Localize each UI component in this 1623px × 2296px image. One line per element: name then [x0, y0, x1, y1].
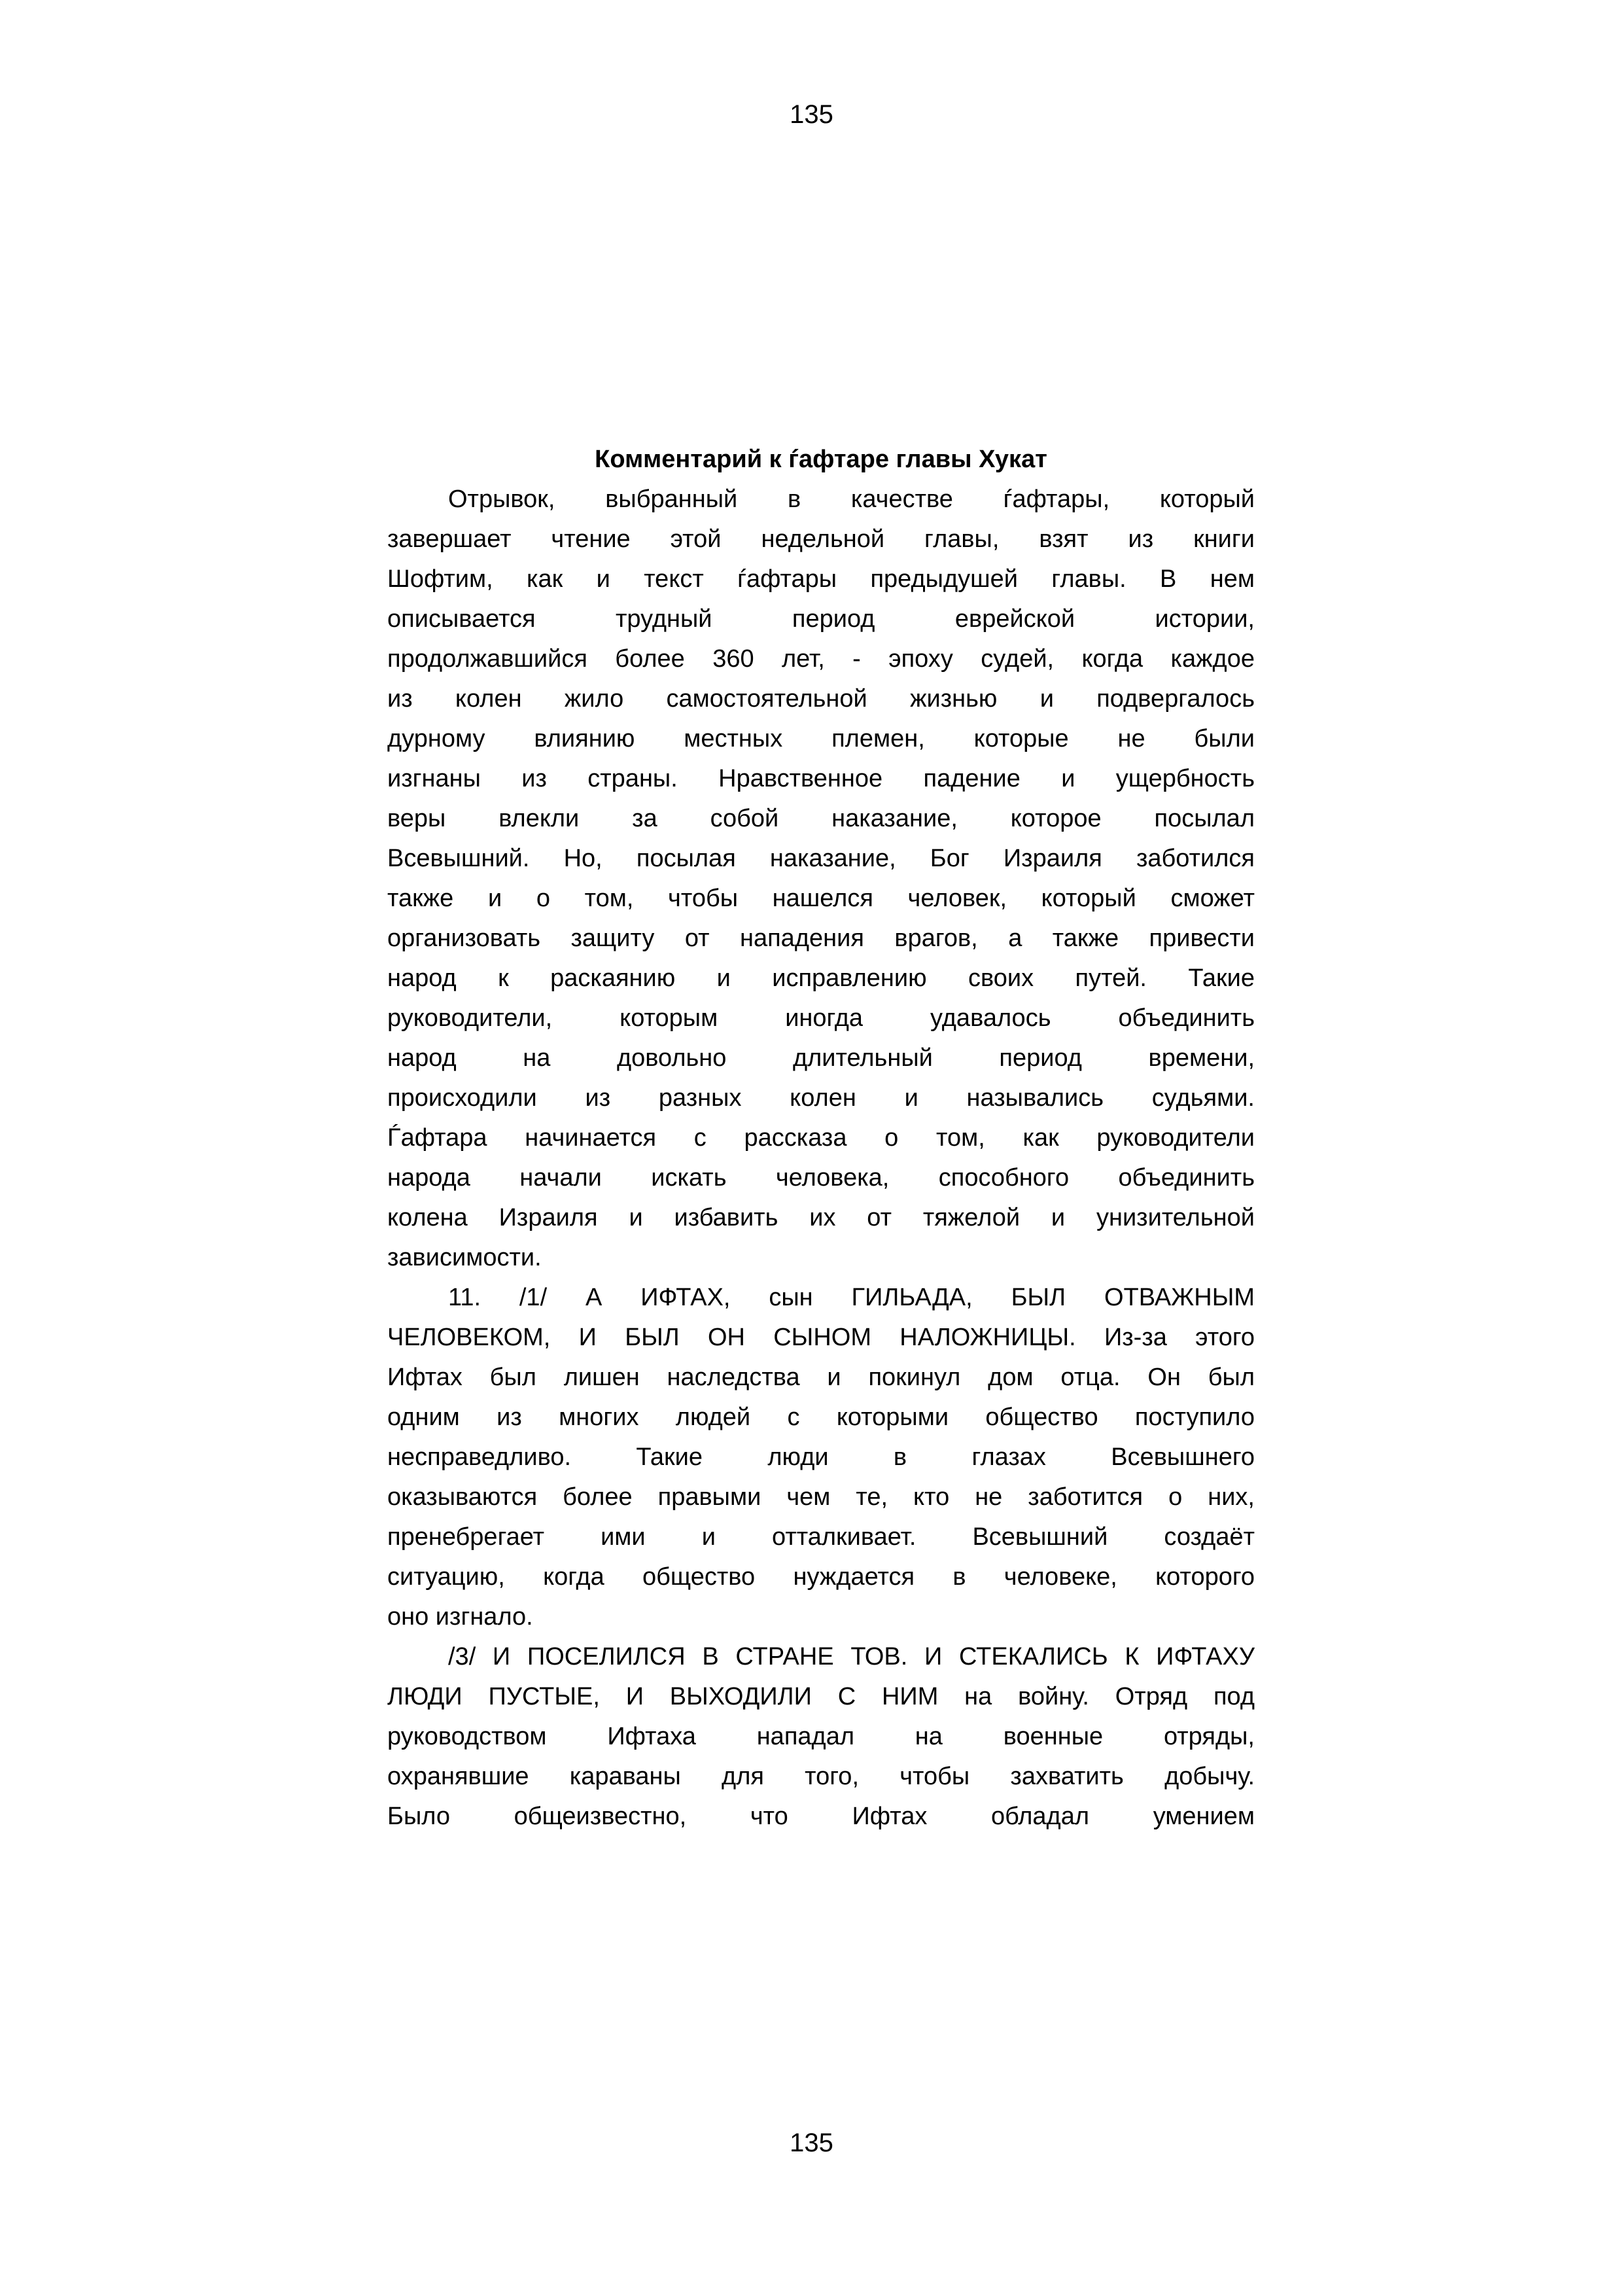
text-line: Отрывок, выбранный в качестве ѓафтары, который	[448, 486, 1255, 513]
text-line: 11. /1/ А ИФТАХ, сын ГИЛЬАДА, БЫЛ ОТВАЖНЫМ	[448, 1284, 1255, 1311]
text-line: Шофтим, как и текст ѓафтары предыдушей главы. В нем	[387, 565, 1255, 593]
text-line: пренебрегает ими и отталкивает. Всевышний создаёт	[387, 1523, 1255, 1551]
text-line: из колен жило самостоятельной жизнью и подвергалось	[387, 685, 1255, 713]
text-line: одним из многих людей с которыми общество поступило	[387, 1404, 1255, 1431]
text-line: оказываются более правыми чем те, кто не заботится о них,	[387, 1483, 1255, 1511]
text-line: Ѓафтара начинается с рассказа о том, как руководители	[387, 1124, 1255, 1152]
text-line: народа начали искать человека, способного объединить	[387, 1164, 1255, 1192]
text-line: продолжавшийся более 360 лет, - эпоху судей, когда каждое	[387, 645, 1255, 673]
text-line: несправедливо. Такие люди в глазах Всевышнего	[387, 1443, 1255, 1471]
text-line: охранявшие караваны для того, чтобы захватить добычу.	[387, 1763, 1255, 1790]
text-line: Ифтах был лишен наследства и покинул дом отца. Он был	[387, 1364, 1255, 1391]
text-line: Всевышний. Но, посылая наказание, Бог Израиля заботился	[387, 845, 1255, 872]
text-line: руководством Ифтаха нападал на военные отряды,	[387, 1723, 1255, 1750]
footer-page-number: 135	[790, 2128, 833, 2157]
text-line: оно изгнало.	[387, 1603, 533, 1631]
text-column	[387, 440, 1255, 1837]
text-line: дурному влиянию местных племен, которые не были	[387, 725, 1255, 752]
text-line: колена Израиля и избавить их от тяжелой и унизительной	[387, 1204, 1255, 1231]
text-line: описывается трудный период еврейской истории,	[387, 605, 1255, 633]
text-line: изгнаны из страны. Нравственное падение и ущербность	[387, 765, 1255, 792]
text-line: веры влекли за собой наказание, которое посылал	[387, 805, 1255, 832]
text-line: Было общеизвестно, что Ифтах обладал умением	[387, 1803, 1255, 1830]
text-line: ситуацию, когда общество нуждается в человеке, которого	[387, 1563, 1255, 1591]
text-line: ЛЮДИ ПУСТЫЕ, И ВЫХОДИЛИ С НИМ на войну. Отряд под	[387, 1683, 1255, 1710]
text-line: /3/ И ПОСЕЛИЛСЯ В СТРАНЕ ТОВ. И СТЕКАЛИСЬ К ИФТАХУ	[448, 1643, 1255, 1670]
text-line: завершает чтение этой недельной главы, взят из книги	[387, 525, 1255, 553]
paragraphs	[387, 480, 1255, 1837]
text-line: происходили из разных колен и назывались судьями.	[387, 1084, 1255, 1112]
text-line: народ на довольно длительный период времени,	[387, 1044, 1255, 1072]
text-line: зависимости.	[387, 1244, 542, 1271]
text-line: руководители, которым иногда удавалось объединить	[387, 1004, 1255, 1032]
page-title: Комментарий к ѓафтаре главы Хукат	[595, 446, 1047, 473]
header-page-number: 135	[790, 100, 833, 129]
text-line: ЧЕЛОВЕКОМ, И БЫЛ ОН СЫНОМ НАЛОЖНИЦЫ. Из-за этого	[387, 1324, 1255, 1351]
text-line: организовать защиту от нападения врагов, а также привести	[387, 925, 1255, 952]
text-line: народ к раскаянию и исправлению своих путей. Такие	[387, 964, 1255, 992]
text-line: также и о том, чтобы нашелся человек, который сможет	[387, 885, 1255, 912]
